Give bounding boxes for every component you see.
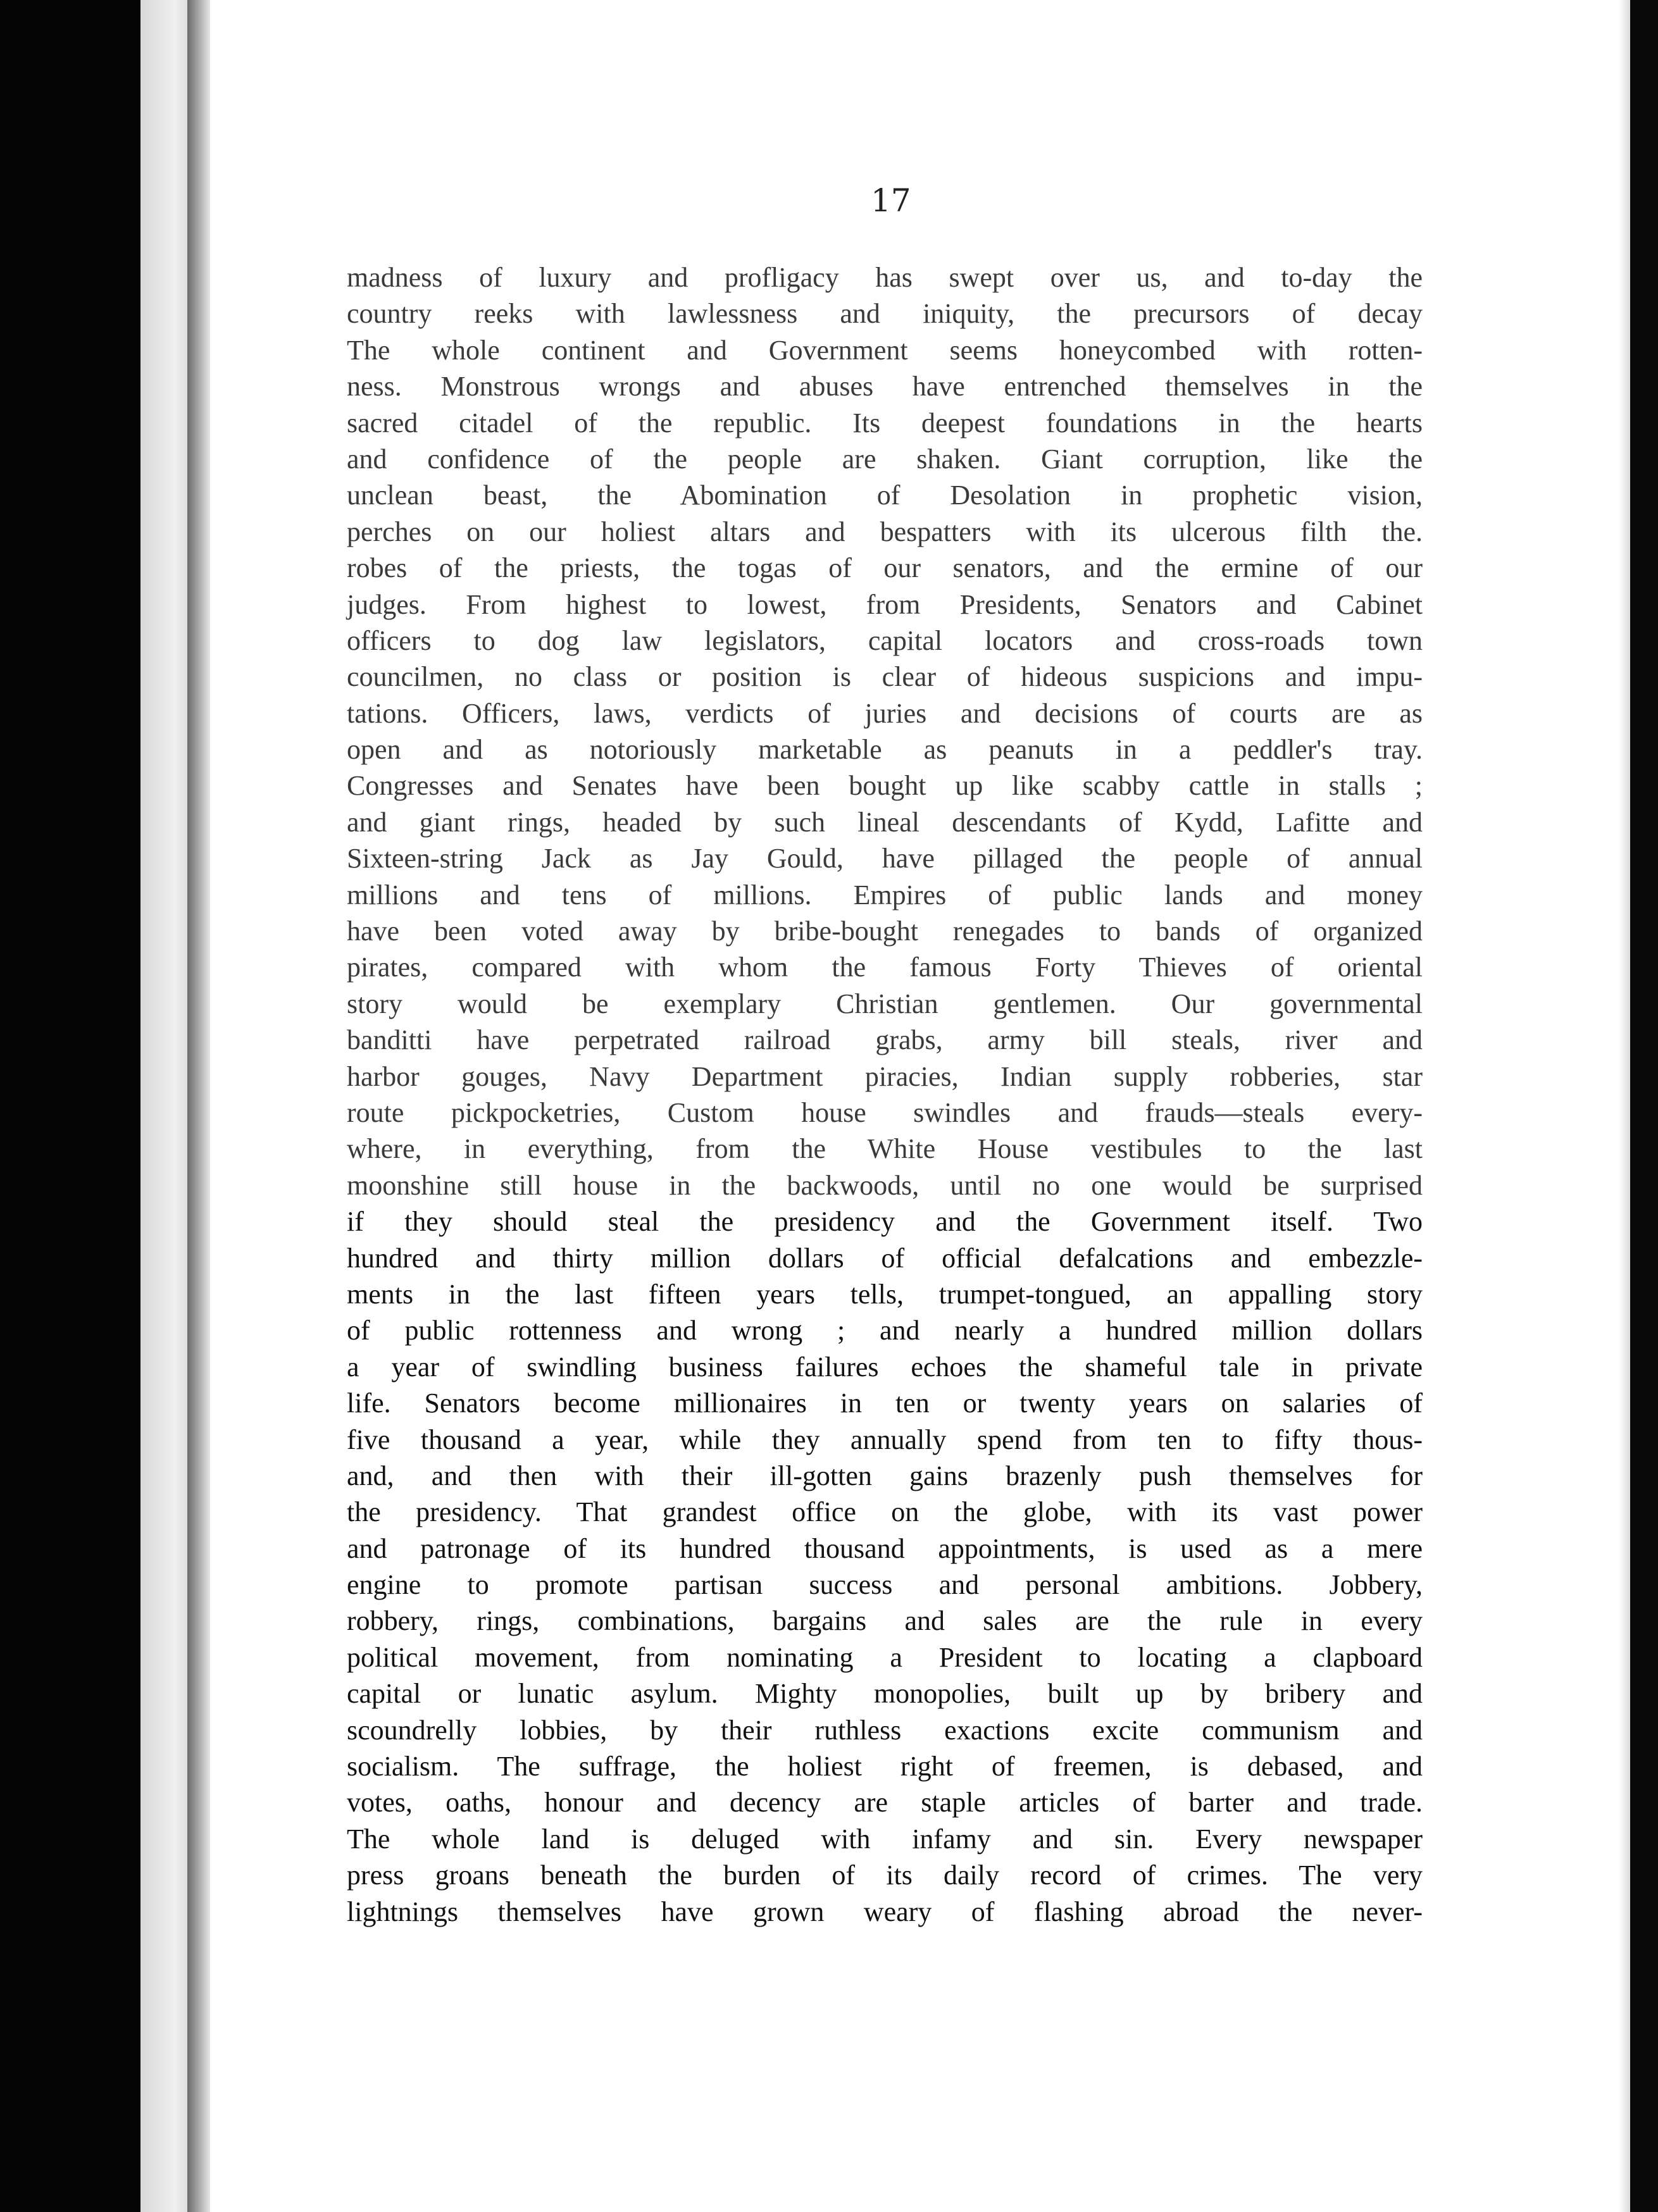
text-line: capital or lunatic asylum. Mighty monopolies, built up by bribery and: [347, 1678, 1423, 1710]
text-line: pirates, compared with whom the famous Forty Thieves of oriental: [347, 952, 1423, 983]
text-line: hundred and thirty million dollars of official defalcations and embezzle-: [347, 1242, 1423, 1274]
text-line: if they should steal the presidency and the Government itself. Two: [347, 1206, 1423, 1238]
page-number: 17: [871, 182, 911, 219]
text-line: The whole continent and Government seems honeycombed with rotten-: [347, 334, 1423, 366]
page-edge-shadow: [1619, 0, 1630, 2212]
text-line: and, and then with their ill-gotten gains brazenly push themselves for: [347, 1460, 1423, 1491]
text-line: sacred citadel of the republic. Its deepest foundations in the hearts: [347, 407, 1423, 438]
body-text: [347, 259, 1423, 1930]
text-line: and giant rings, headed by such lineal descendants of Kydd, Lafitte and: [347, 806, 1423, 838]
text-line: judges. From highest to lowest, from Presidents, Senators and Cabinet: [347, 588, 1423, 620]
text-line: of public rottenness and wrong ; and nearly a hundred million dollars: [347, 1315, 1423, 1346]
text-line: councilmen, no class or position is clear of hideous suspicions and impu-: [347, 661, 1423, 693]
text-line: lightnings themselves have grown weary of flashing abroad the never-: [347, 1896, 1423, 1927]
text-line: unclean beast, the Abomination of Desolation in prophetic vision,: [347, 480, 1423, 511]
text-line: scoundrelly lobbies, by their ruthless exactions excite communism and: [347, 1714, 1423, 1746]
text-line: robbery, rings, combinations, bargains and sales are the rule in every: [347, 1605, 1423, 1637]
text-line: five thousand a year, while they annually spend from ten to fifty thous-: [347, 1424, 1423, 1455]
right-scan-border: [1630, 0, 1658, 2212]
text-line: moonshine still house in the backwoods, until no one would be surprised: [347, 1169, 1423, 1201]
text-line: have been voted away by bribe-bought renegades to bands of organized: [347, 916, 1423, 947]
text-line: votes, oaths, honour and decency are staple articles of barter and trade.: [347, 1787, 1423, 1818]
text-line: and confidence of the people are shaken. Giant corruption, like the: [347, 443, 1423, 475]
text-line: banditti have perpetrated railroad grabs, army bill steals, river and: [347, 1024, 1423, 1056]
text-line: The whole land is deluged with infamy and sin. Every newspaper: [347, 1823, 1423, 1855]
text-line: where, in everything, from the White House vestibules to the last: [347, 1133, 1423, 1165]
text-line: open and as notoriously marketable as peanuts in a peddler's tray.: [347, 734, 1423, 766]
left-scan-border: [0, 0, 140, 2212]
text-line: political movement, from nominating a President to locating a clapboard: [347, 1641, 1423, 1673]
text-line: press groans beneath the burden of its daily record of crimes. The very: [347, 1860, 1423, 1891]
text-line: perches on our holiest altars and bespatters with its ulcerous filth the.: [347, 516, 1423, 547]
text-line: story would be exemplary Christian gentlemen. Our governmental: [347, 988, 1423, 1019]
text-line: a year of swindling business failures echoes the shameful tale in private: [347, 1351, 1423, 1382]
text-line: ments in the last fifteen years tells, trumpet-tongued, an appalling story: [347, 1278, 1423, 1310]
text-line: Sixteen-string Jack as Jay Gould, have pillaged the people of annual: [347, 843, 1423, 874]
text-line: millions and tens of millions. Empires of public lands and money: [347, 879, 1423, 910]
text-line: madness of luxury and profligacy has swept over us, and to-day the: [347, 262, 1423, 293]
binding-shadow: [187, 0, 210, 2212]
text-line: officers to dog law legislators, capital locators and cross-roads town: [347, 624, 1423, 656]
text-line: socialism. The suffrage, the holiest right of freemen, is debased, and: [347, 1751, 1423, 1782]
text-line: life. Senators become millionaires in ten or twenty years on salaries of: [347, 1388, 1423, 1419]
text-line: engine to promote partisan success and personal ambitions. Jobbery,: [347, 1569, 1423, 1601]
text-line: ness. Monstrous wrongs and abuses have entrenched themselves in the: [347, 371, 1423, 402]
text-line: the presidency. That grandest office on the globe, with its vast power: [347, 1496, 1423, 1528]
text-line: route pickpocketries, Custom house swindles and frauds—steals every-: [347, 1097, 1423, 1128]
text-line: harbor gouges, Navy Department piracies, Indian supply robberies, star: [347, 1060, 1423, 1092]
text-line: country reeks with lawlessness and iniquity, the precursors of decay: [347, 298, 1423, 330]
text-line: and patronage of its hundred thousand appointments, is used as a mere: [347, 1532, 1423, 1564]
text-line: Congresses and Senates have been bought up like scabby cattle in stalls ;: [347, 770, 1423, 802]
text-line: robes of the priests, the togas of our senators, and the ermine of our: [347, 552, 1423, 584]
text-line: tations. Officers, laws, verdicts of juries and decisions of courts are as: [347, 697, 1423, 729]
